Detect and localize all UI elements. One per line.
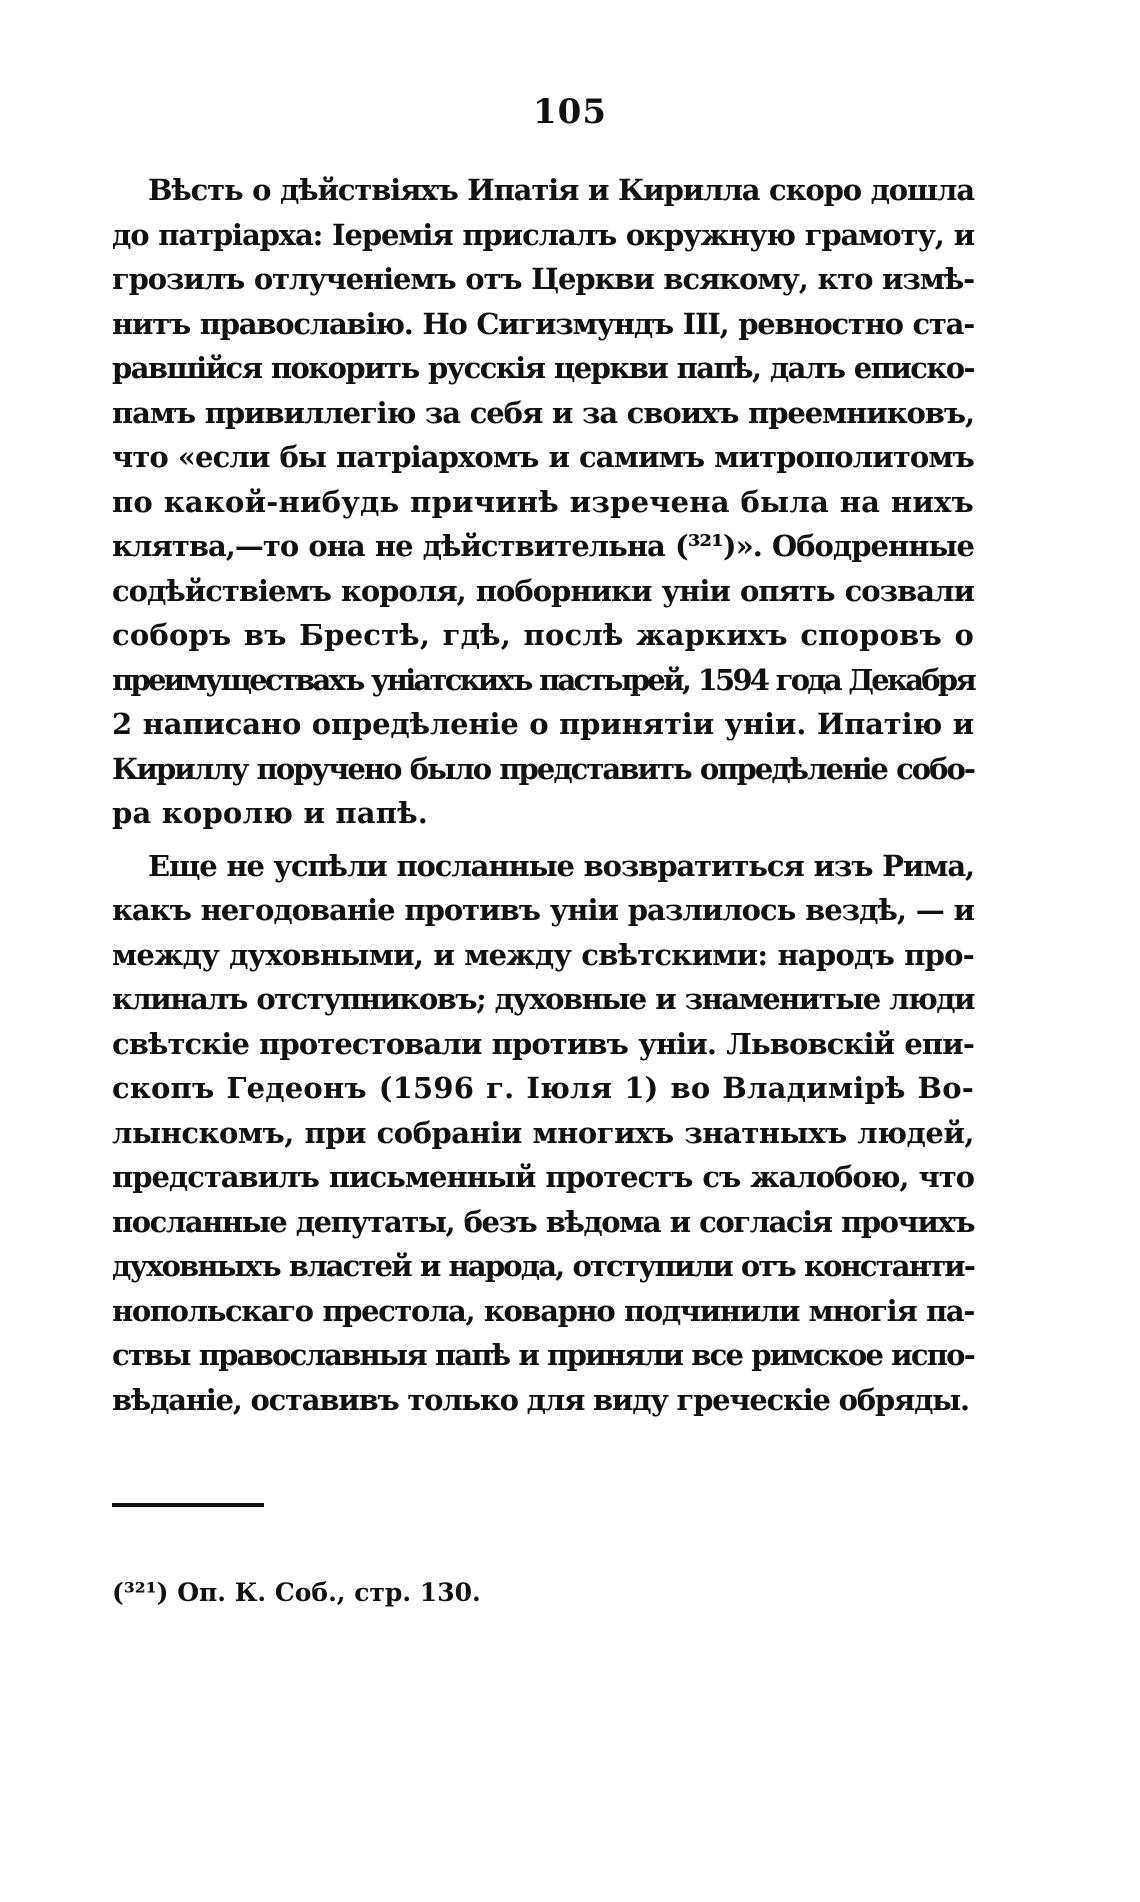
text-line: по какой-нибудь причинѣ изречена была на нихъ (112, 484, 974, 519)
text-line: клятва,—то она не дѣйствительна (³²¹)». Ободренные (112, 529, 974, 563)
text-line: соборъ въ Брестѣ, гдѣ, послѣ жаркихъ споровъ о (112, 618, 974, 652)
text-line: Еще не успѣли посланные возвратиться изъ Рима, (148, 848, 974, 883)
paragraph (112, 168, 974, 836)
text-line: что «если бы патріархомъ и самимъ митрополитомъ (112, 440, 974, 474)
text-line: Вѣсть о дѣйствіяхъ Ипатія и Кирилла скоро дошла (148, 173, 974, 207)
text-line: ра королю и папѣ. (112, 796, 429, 830)
text-line: какъ негодованіе противъ уніи разлилось вездѣ, — и (112, 893, 974, 927)
text-line: 2 написано опредѣленіе о принятіи уніи. Ипатію и (112, 707, 974, 741)
paragraph (112, 844, 974, 1423)
text-line: лынскомъ, при собраніи многихъ знатныхъ людей, (112, 1115, 974, 1150)
text-line: содѣйствіемъ короля, поборники уніи опять созвали (112, 573, 974, 608)
text-line: грозилъ отлученіемъ отъ Церкви всякому, кто измѣ- (112, 262, 974, 296)
text-line: между духовными, и между свѣтскими: народъ про- (112, 937, 974, 972)
paragraph-gap (112, 836, 974, 844)
text-line: равшійся покорить русскія церкви папѣ, далъ еписко- (112, 351, 974, 385)
text-line: до патріарха: Іеремія прислалъ окружную грамоту, и (112, 217, 974, 252)
text-line: духовныхъ властей и народа, отступили отъ константи- (112, 1249, 974, 1283)
text-line: Кириллу поручено было представить опредѣленіе собо- (112, 751, 974, 786)
text-line: представилъ письменный протестъ съ жалобою, что (112, 1160, 974, 1194)
body-text (112, 168, 974, 1422)
text-line: вѣданіе, оставивъ только для виду греческіе обряды. (112, 1382, 969, 1417)
text-line: ствы православныя папѣ и приняли все римское испо- (112, 1338, 974, 1372)
text-line: посланные депутаты, безъ вѣдома и согласія прочихъ (112, 1204, 974, 1239)
page-number: 105 (533, 92, 607, 132)
text-line: нитъ православію. Но Сигизмундъ III, ревностно ста- (112, 306, 974, 341)
footnote-rule (112, 1503, 264, 1507)
text-line: преимуществахъ уніатскихъ пастырей, 1594 года Декабря (112, 662, 974, 697)
text-line: свѣтскіе протестовали противъ уніи. Львовскій епи- (112, 1026, 974, 1061)
text-line: памъ привиллегію за себя и за своихъ преемниковъ, (112, 395, 974, 430)
footnote: (³²¹) Оп. К. Соб., стр. 130. (112, 1578, 481, 1607)
text-line: клиналъ отступниковъ; духовные и знаменитые люди (112, 982, 974, 1016)
text-line: скопъ Гедеонъ (1596 г. Іюля 1) во Владимірѣ Во- (112, 1071, 974, 1105)
text-line: нопольскаго престола, коварно подчинили многія па- (112, 1293, 974, 1328)
